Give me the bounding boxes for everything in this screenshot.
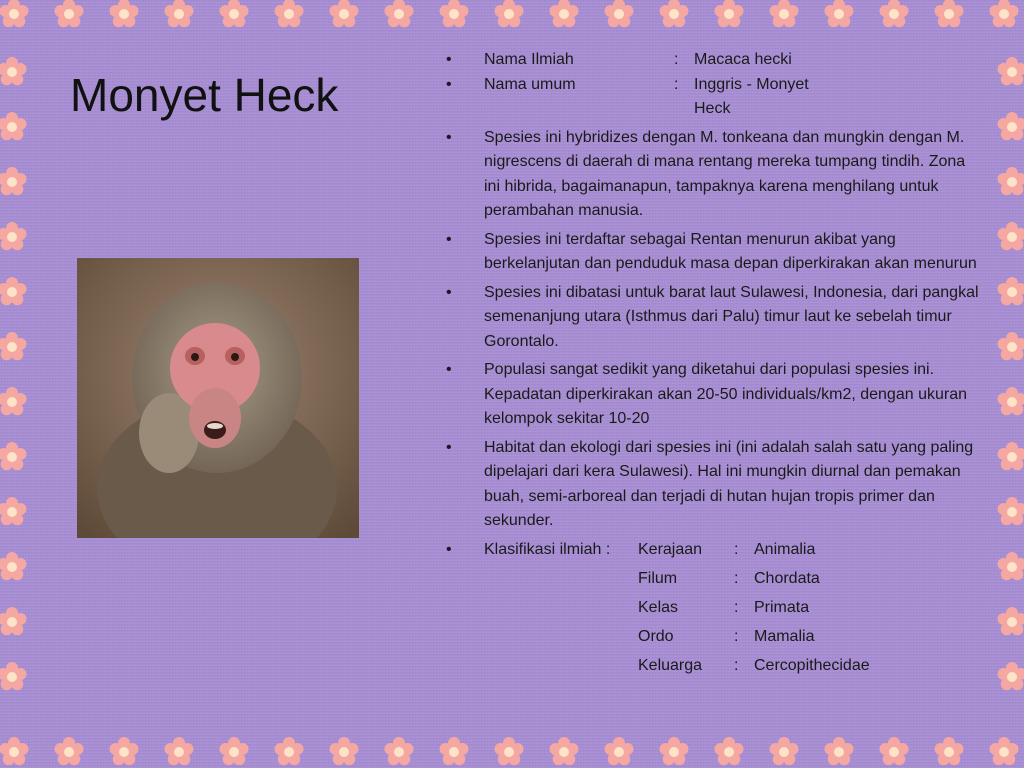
separator: : [734, 569, 739, 587]
flower-icon [880, 737, 909, 765]
flower-icon [0, 737, 29, 765]
flower-icon [275, 0, 304, 27]
flower-icon [0, 442, 27, 470]
flower-icon [998, 662, 1024, 690]
flower-icon [770, 737, 799, 765]
bullet-item [442, 436, 982, 534]
bullet-icon: • [446, 540, 452, 558]
rank: Kelas [638, 598, 679, 616]
flower-icon [0, 0, 29, 27]
flower-icon [715, 737, 744, 765]
bullet-item [442, 358, 982, 432]
flower-icon [0, 277, 27, 305]
flower-icon [550, 0, 579, 27]
flower-icon [55, 737, 84, 765]
content-area [442, 48, 982, 682]
flower-icon [0, 222, 27, 250]
bullet-text: Spesies ini hybridizes dengan M. tonkeana dan mungkin dengan M. nigrescens di daerah di mana rentang mereka tumpang tindih. Zona ini hibrida, bagaimanapun, tampaknya karena menghilang untuk perambahan manusia. [484, 128, 966, 219]
bullet-icon: • [446, 438, 452, 456]
flower-icon [330, 0, 359, 27]
flower-icon [220, 0, 249, 27]
flower-icon [935, 737, 964, 765]
rank-value: Chordata [754, 569, 820, 587]
flower-icon [825, 737, 854, 765]
common-name-label: Nama umum [484, 75, 576, 93]
flower-icon [998, 222, 1024, 250]
rank: Kerajaan [638, 540, 703, 558]
flower-icon [880, 0, 909, 27]
common-name-value: Inggris - Monyet Heck [694, 75, 809, 117]
flower-icon [998, 332, 1024, 360]
rank: Filum [638, 569, 678, 587]
flower-icon [0, 57, 27, 85]
flower-icon [998, 167, 1024, 195]
flower-icon [998, 112, 1024, 140]
bullet-text: Habitat dan ekologi dari spesies ini (ini adalah salah satu yang paling dipelajari dari kera Sulawesi). Hal ini mungkin diurnal dan pemakan buah, semi-arboreal dan terjadi di hutan hujan tropis primer dan sekunder. [484, 438, 974, 529]
scientific-name-value: Macaca hecki [694, 51, 792, 68]
flower-icon [605, 0, 634, 27]
flower-icon [998, 277, 1024, 305]
bullet-icon: • [446, 75, 452, 93]
bullet-text: Spesies ini terdaftar sebagai Rentan menurun akibat yang berkelanjutan dan penduduk masa depan diperkirakan akan menurun [484, 230, 977, 272]
bullet-icon: • [446, 283, 452, 301]
flower-icon [605, 737, 634, 765]
bullet-item [442, 126, 982, 224]
flower-icon [550, 737, 579, 765]
flower-icon [330, 737, 359, 765]
flower-icon [0, 387, 27, 415]
flower-icon [660, 737, 689, 765]
rank-value: Cercopithecidae [754, 656, 870, 674]
separator: : [734, 598, 739, 616]
flower-icon [495, 0, 524, 27]
flower-icon [110, 0, 139, 27]
separator: : [734, 540, 739, 558]
flower-icon [0, 552, 27, 580]
flower-icon [385, 737, 414, 765]
scientific-name-label: Nama Ilmiah [484, 51, 574, 68]
bullet-text: Populasi sangat sedikit yang diketahui dari populasi spesies ini. Kepadatan diperkirakan akan 20-50 individuals/km2, dengan ukuran kelompok sekitar 10-20 [484, 361, 967, 427]
flower-icon [165, 737, 194, 765]
flower-icon [55, 0, 84, 27]
flower-icon [110, 737, 139, 765]
scientific-name-row [442, 48, 982, 73]
monkey-photo [77, 258, 359, 538]
common-name-row [442, 73, 982, 122]
flower-icon [998, 607, 1024, 635]
bullet-text: Spesies ini dibatasi untuk barat laut Sulawesi, Indonesia, dari pangkal semenanjung utara (Isthmus dari Palu) timur laut ke sebelah timur Gorontalo. [484, 283, 979, 350]
bullet-icon: • [446, 51, 452, 68]
separator: : [674, 51, 679, 68]
flower-icon [998, 442, 1024, 470]
flower-icon [990, 737, 1019, 765]
flower-icon [935, 0, 964, 27]
flower-icon [998, 497, 1024, 525]
flower-icon [220, 737, 249, 765]
flower-icon [990, 0, 1019, 27]
slide-title: Monyet Heck [70, 69, 339, 121]
flower-icon [440, 0, 469, 27]
flower-icon [770, 0, 799, 27]
flower-icon [0, 497, 27, 525]
rank-value: Primata [754, 598, 810, 616]
flower-icon [715, 0, 744, 27]
flower-icon [0, 167, 27, 195]
flower-icon [0, 112, 27, 140]
rank-value: Animalia [754, 540, 816, 558]
bullet-icon: • [446, 128, 452, 146]
flower-icon [495, 737, 524, 765]
flower-icon [998, 57, 1024, 85]
flower-icon [385, 0, 414, 27]
flower-icon [440, 737, 469, 765]
flower-icon [275, 737, 304, 765]
flower-icon [825, 0, 854, 27]
separator: : [674, 75, 679, 93]
flower-icon [165, 0, 194, 27]
flower-icon [0, 662, 27, 690]
bullet-item [442, 228, 982, 277]
flower-icon [0, 332, 27, 360]
separator: : [734, 627, 739, 645]
rank: Keluarga [638, 656, 703, 674]
bullet-icon: • [446, 361, 452, 378]
flower-icon [998, 552, 1024, 580]
flower-icon [660, 0, 689, 27]
flower-icon [998, 387, 1024, 415]
rank-value: Mamalia [754, 627, 815, 645]
separator: : [734, 656, 739, 674]
bullet-item [442, 281, 982, 355]
classification-block [442, 538, 982, 679]
flower-icon [0, 607, 27, 635]
bullet-icon: • [446, 230, 452, 248]
classification-label: Klasifikasi ilmiah : [484, 540, 611, 558]
rank: Ordo [638, 627, 674, 645]
